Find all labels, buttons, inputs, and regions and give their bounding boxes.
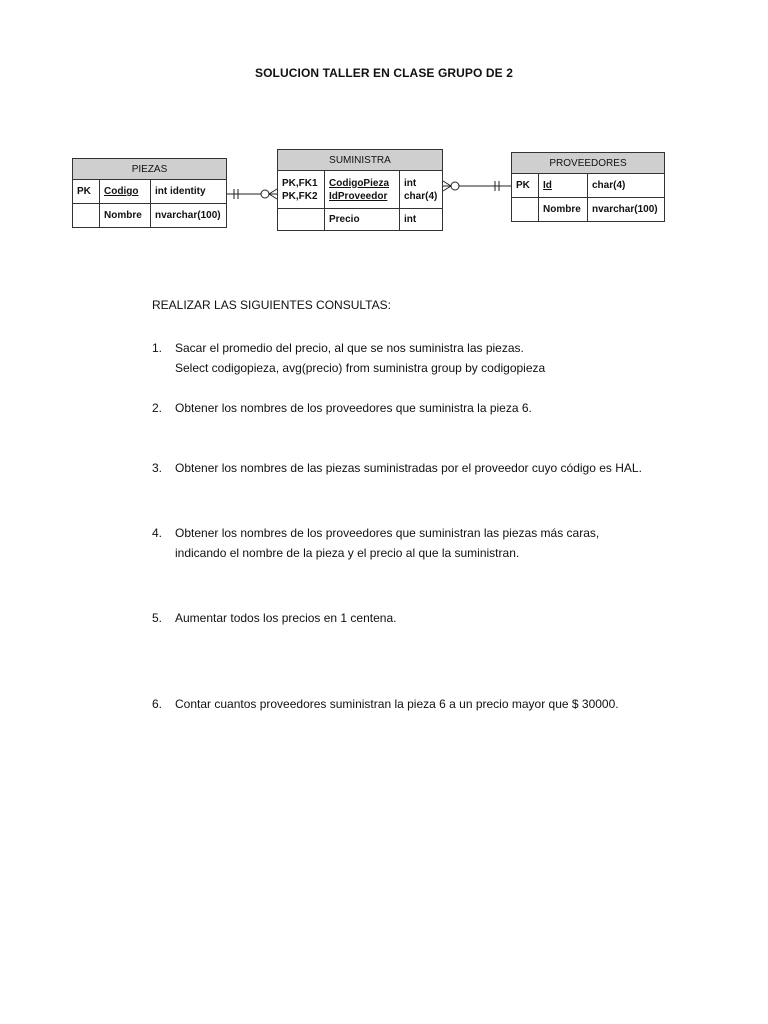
item-number: 2. bbox=[152, 401, 163, 415]
item-number: 5. bbox=[152, 611, 163, 625]
list-item bbox=[152, 338, 545, 378]
field-cell: Precio bbox=[325, 209, 400, 231]
proveedores-entity bbox=[511, 152, 665, 222]
key-cell: PK bbox=[512, 174, 539, 198]
list-item bbox=[152, 458, 642, 478]
item-text: Aumentar todos los precios en 1 centena. bbox=[175, 611, 397, 625]
entity-title: SUMINISTRA bbox=[278, 150, 443, 171]
item-text: Sacar el promedio del precio, al que se nos suministra las piezas. bbox=[175, 341, 524, 355]
type-cell: int bbox=[404, 177, 417, 189]
field-cell: Id bbox=[539, 174, 588, 198]
list-item bbox=[152, 694, 619, 714]
item-number: 6. bbox=[152, 697, 163, 711]
entity-title: PROVEEDORES bbox=[512, 153, 665, 174]
item-text: Obtener los nombres de los proveedores que suministra la pieza 6. bbox=[175, 401, 532, 415]
suministra-entity bbox=[277, 149, 443, 231]
type-cell: char(4) bbox=[588, 174, 665, 198]
key-cell: PK bbox=[73, 180, 100, 204]
item-number: 3. bbox=[152, 461, 163, 475]
field-cell: IdProveedor bbox=[329, 190, 388, 202]
type-cell: int bbox=[400, 209, 443, 231]
field-cell: Nombre bbox=[539, 198, 588, 222]
entity-title: PIEZAS bbox=[73, 159, 227, 180]
field-cell: CodigoPieza bbox=[329, 177, 390, 189]
piezas-entity bbox=[72, 158, 227, 228]
item-text: Obtener los nombres de los proveedores que suministran las piezas más caras, bbox=[175, 526, 600, 540]
item-text: Obtener los nombres de las piezas suministradas por el proveedor cuyo código es HAL. bbox=[175, 461, 642, 475]
suministra-proveedores-relation bbox=[443, 181, 511, 191]
page-title: SOLUCION TALLER EN CLASE GRUPO DE 2 bbox=[255, 66, 513, 80]
item-text-continued: indicando el nombre de la pieza y el precio al que la suministran. bbox=[175, 546, 520, 560]
piezas-suministra-relation bbox=[227, 189, 277, 199]
item-number: 4. bbox=[152, 526, 163, 540]
item-text-continued: Select codigopieza, avg(precio) from suministra group by codigopieza bbox=[175, 361, 546, 375]
type-cell: nvarchar(100) bbox=[151, 204, 227, 228]
type-cell: char(4) bbox=[404, 190, 438, 202]
field-cell: Nombre bbox=[100, 204, 151, 228]
field-cell: Codigo bbox=[100, 180, 151, 204]
list-item bbox=[152, 398, 532, 418]
key-cell bbox=[512, 198, 539, 222]
key-cell bbox=[73, 204, 100, 228]
item-text: Contar cuantos proveedores suministran la pieza 6 a un precio mayor que $ 30000. bbox=[175, 697, 619, 711]
type-cell: nvarchar(100) bbox=[588, 198, 665, 222]
item-number: 1. bbox=[152, 341, 163, 355]
key-cell: PK,FK1 bbox=[282, 177, 318, 189]
list-item bbox=[152, 523, 599, 563]
section-heading: REALIZAR LAS SIGUIENTES CONSULTAS: bbox=[152, 298, 391, 312]
key-cell: PK,FK2 bbox=[282, 190, 318, 202]
list-item bbox=[152, 608, 396, 628]
type-cell: int identity bbox=[151, 180, 227, 204]
